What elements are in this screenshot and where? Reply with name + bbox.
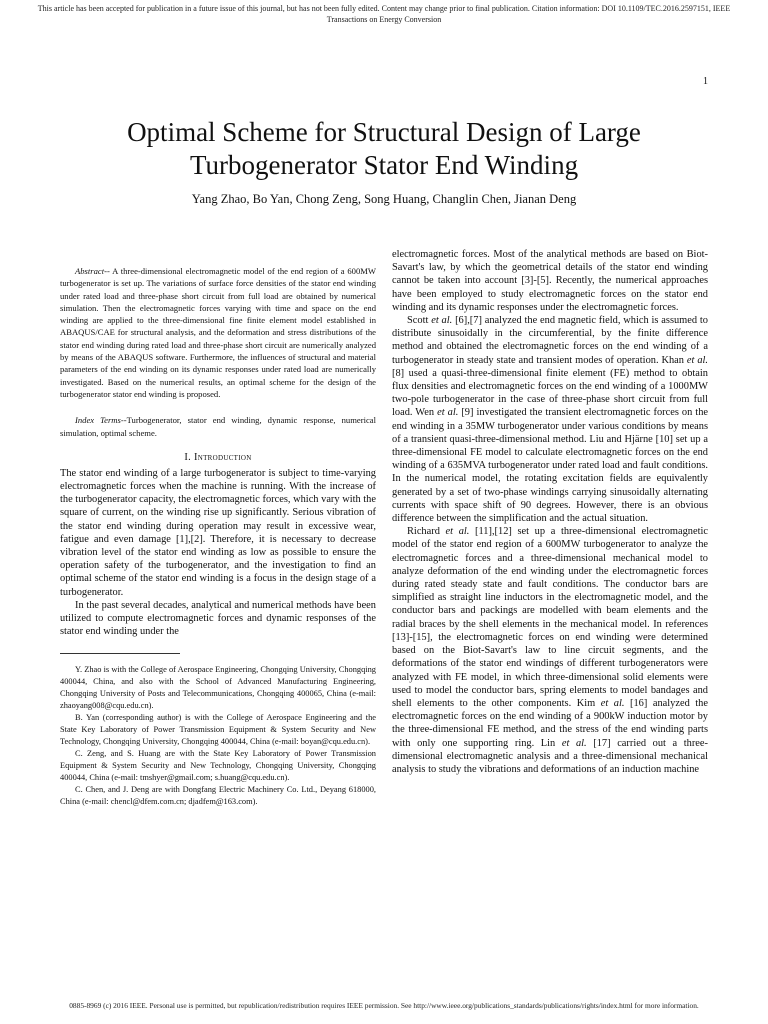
paper-title bbox=[40, 116, 728, 182]
right-column bbox=[392, 248, 708, 776]
footnote-4: C. Chen, and J. Deng are with Dongfang Electric Machinery Co. Ltd., Deyang 618000, China (e-mail: chencl@dfem.com.cn; djadfem@163.com). bbox=[60, 784, 376, 806]
footnote-3: C. Zeng, and S. Huang are with the State Key Laboratory of Power Transmission Equipment & System Security and New Technology, Chongqing University, Chongqing 400044, China (e-mail: tmshyer@gmail.com; s.huang@cqu.edu.cn). bbox=[60, 748, 376, 782]
text-span: [17] carried out a three-dimensional electromagnetic analysis and a three-dimensional mechanical analysis to study the vibrations and deformations of an induction machine bbox=[392, 737, 708, 775]
et-al: et al. bbox=[431, 315, 453, 327]
page-number: 1 bbox=[703, 76, 708, 87]
text-span: [6],[7] analyzed the end magnetic field, which is assumed to distribute sinusoidally in the circumferential, by the finite difference method and obtained the electromagnetic forces on the end winding of a turbogenerator in steady state and transient modes of operation. Khan bbox=[392, 315, 708, 366]
text-span: Scott bbox=[407, 315, 432, 327]
footnote-2: B. Yan (corresponding author) is with the College of Aerospace Engineering and the State Key Laboratory of Power Transmission Equipment & System Security and New Technology, Chongqing University, Chongqing 400044, China (e-mail: boyan@cqu.edu.cn). bbox=[60, 712, 376, 746]
title-line-1: Optimal Scheme for Structural Design of Large bbox=[127, 117, 641, 147]
section-heading-introduction bbox=[60, 451, 376, 464]
footnote-divider bbox=[60, 653, 180, 654]
et-al: et al. bbox=[600, 697, 625, 709]
et-al: et al. bbox=[437, 407, 459, 419]
footnote-1: Y. Zhao is with the College of Aerospace Engineering, Chongqing University, Chongqing 400044, China, and also with the School of Advanced Manufacturing Engineering, Chongqing University of Posts and Telecommunications, Chongqing 400065, China (e-mail: zhaoyang008@cqu.edu.cn). bbox=[60, 664, 376, 710]
footnotes bbox=[60, 664, 376, 808]
accepted-notice bbox=[20, 3, 748, 25]
et-al: et al. bbox=[445, 526, 470, 538]
author-list: Yang Zhao, Bo Yan, Chong Zeng, Song Huang, Changlin Chen, Jianan Deng bbox=[191, 192, 577, 206]
text-span: [16] analyzed the electromagnetic forces on the end winding of a 900kW induction motor by the three-dimensional FE method, and the stress of the end winding parts with only one supporting ring. Lin bbox=[392, 697, 708, 749]
abstract bbox=[60, 265, 376, 400]
right-paragraph-3 bbox=[392, 525, 708, 776]
intro-paragraph-2: In the past several decades, analytical and numerical methods have been utilized to compute electromagnetic forces and dynamic responses of the stator end winding under the bbox=[60, 599, 376, 638]
section-title: Introduction bbox=[193, 451, 252, 463]
abstract-text: -- A three-dimensional electromagnetic model of the end region of a 600MW turbogenerator is set up. The variations of surface force densities of the stator end winding under rated load and three-phase short circuit from full load are obtained by numerical simulation. Then the electromagnetic forces varying with time and space on the end winding are applied to the three-dimensional fine finite element model established in ABAQUS/CAE for structural analysis, and the deformation and stress distributions of the stator end winding during rated load and three-phase short circuit are numerically analyzed by means of the ABAQUS software. Furthermore, the influences of structural and material parameters of the end winding on its dynamic responses under rated load are numerically investigated. Based on the numerical results, an optimal scheme for the design of the turbogenerator stator end winding is proposed. bbox=[60, 266, 376, 399]
copyright-footer: 0885-8969 (c) 2016 IEEE. Personal use is permitted, but republication/redistribution requires IEEE permission. See http://www.ieee.org/publications_standards/publications/rights/index.html for more information. bbox=[69, 1001, 699, 1010]
intro-paragraph-1: The stator end winding of a large turbogenerator is subject to time-varying electromagnetic forces when the machine is running. With the increase of the turbogenerator capacity, the electromagnetic forces, which vary with the square of current, on the winding rise up significantly. Serious vibration of the stator end winding during operation may result in excessive wear, fatigue and even damage [1],[2]. Therefore, it is necessary to decrease vibration level of the stator end winding as low as possible to ensure the operation safety of the turbogenerator, and the investigation to find an optimal scheme of the stator end winding is a focus in the design stage of a turbogenerator. bbox=[60, 467, 376, 598]
index-terms bbox=[60, 414, 376, 439]
et-al: et al. bbox=[561, 737, 587, 749]
notice-line-2: Transactions on Energy Conversion bbox=[326, 15, 442, 24]
abstract-label: Abstract bbox=[75, 266, 105, 276]
right-paragraph-1: electromagnetic forces. Most of the analytical methods are based on Biot-Savart's law, by which the geometrical details of the stator end winding cannot be taken into account [3]-[5]. Recently, the numerical approaches have been employed to study electromagnetic forces on the stator end winding and its dynamic responses under the electromagnetic forces. bbox=[392, 249, 708, 313]
section-number: I. bbox=[184, 451, 192, 463]
notice-line-1: This article has been accepted for publication in a future issue of this journal, but has not been fully edited. Content may change prior to final publication. Citation information: DOI 10.1109/TEC.2016.2597151, IEEE bbox=[37, 4, 731, 13]
text-span: [9] investigated the transient electromagnetic forces on the end winding in a 35MW turbogenerator under various conditions by means of a transient quasi-three-dimensional method. Liu and Hjärne [10] set up a three-dimensional FE model to calculate electromagnetic forces on the end winding of a 635MVA turbogenerator under rated load and fault conditions. In the numerical model, the rotating excitation fields are equivalently generated by a set of two-phase windings carrying sinusoidally alternating currents with space shift of 90 degrees. However, there is an obvious difference between the simplification and the actual situation. bbox=[392, 407, 708, 525]
title-line-2: Turbogenerator Stator End Winding bbox=[189, 150, 579, 180]
index-terms-text: --Turbogenerator, stator end winding, dynamic response, numerical simulation, optimal scheme. bbox=[60, 415, 376, 438]
text-span: Richard bbox=[407, 526, 446, 538]
left-column bbox=[60, 265, 376, 808]
et-al: et al. bbox=[686, 354, 709, 366]
right-paragraph-2 bbox=[392, 314, 708, 525]
text-span: [11],[12] set up a three-dimensional electromagnetic model of the stator end region of a 600MW turbogenerator to analyze the electromagnetic forces and a three-dimensional mechanical model to analyze deformation of the end winding under the electromagnetic forces during rated steady state and fault conditions. The conductor bars are simplified as straight line inductors in the electromagnetic model, and the conductor bars and packings are modelled with beam elements and the radial braces by the shell elements in the mechanical model. In references [13]-[15], the electromagnetic forces on end winding were determined based on the Biot-Savart's law to line circuit segments, and the deformations of the stator end windings of different turbogenerators were analyzed with FE model, in which three-dimensional solid elements were used to model the conductor bars, spring elements to model bandages and shell elements to the other components. Kim bbox=[392, 526, 708, 709]
text-span: [8] used a quasi-three-dimensional finite element (FE) method to obtain flux densities and electromagnetic forces on the end winding of a 1000MW two-pole turbogenerator in the case of three-phase short circuit from full load. Wen bbox=[392, 367, 708, 419]
index-terms-label: Index Terms bbox=[75, 415, 121, 426]
